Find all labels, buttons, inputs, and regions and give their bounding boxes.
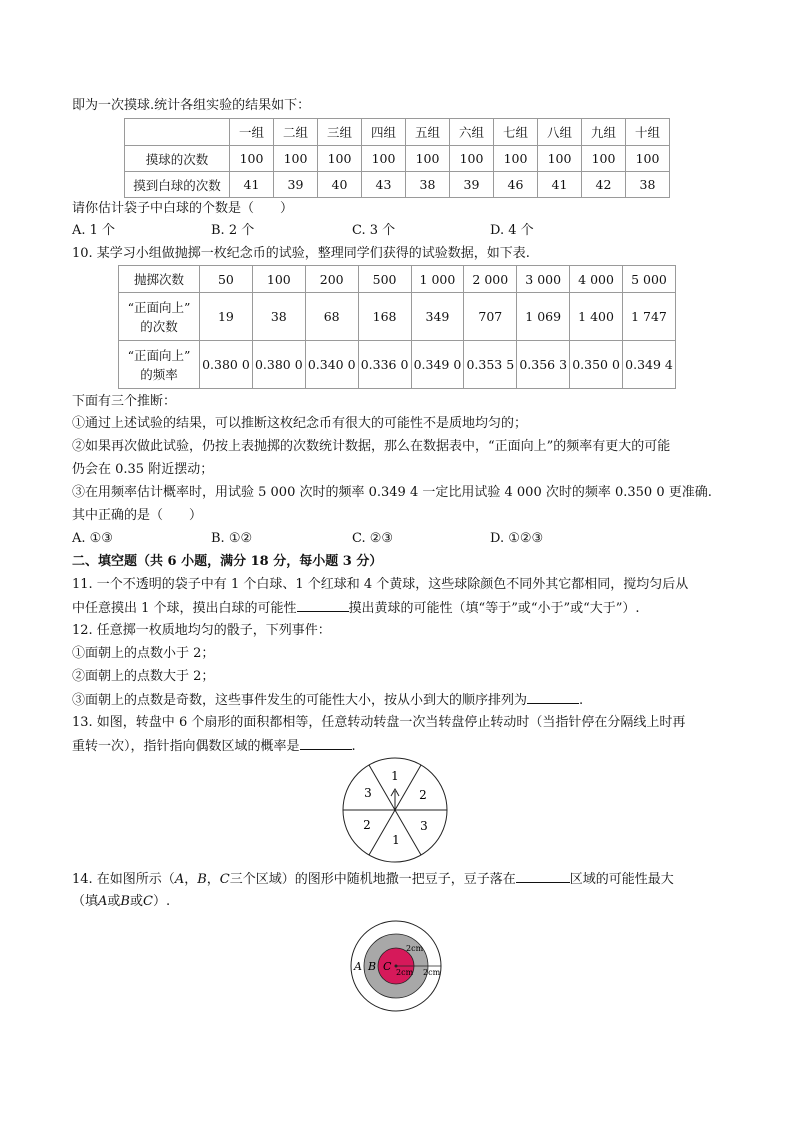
q10-option-d: D. ①②③ xyxy=(490,531,544,546)
spinner-figure xyxy=(340,755,450,865)
dimension-label: 2cm xyxy=(423,968,441,977)
q14-line-1 xyxy=(72,870,674,889)
q12-event-2: ②面朝上的点数大于 2； xyxy=(72,669,215,684)
q14-text: 区域的可能性最大 xyxy=(569,872,674,887)
q14-text: 或 xyxy=(107,894,121,909)
section-heading: 二、填空题（共 6 小题，满分 18 分，每小题 3 分） xyxy=(72,554,383,569)
table-cell: 1 747 xyxy=(623,293,676,341)
inference-1: ①通过上述试验的结果，可以推断这枚纪念币有很大的可能性不是质地均匀的； xyxy=(72,416,528,431)
row-label-line: “正面向上” xyxy=(127,299,191,315)
q11-line-2 xyxy=(72,599,640,618)
table-row xyxy=(125,172,670,198)
q13-line-1: 13. 如图，转盘中 6 个扇形的面积都相等，任意转动转盘一次当转盘停止转动时（当指针停在分隔线上时再 xyxy=(72,715,686,730)
table-cell: 一组 xyxy=(230,119,274,146)
table-cell: 0.380 0 xyxy=(200,341,253,389)
q13-text: . xyxy=(351,739,356,754)
q14-text: ）. xyxy=(152,894,171,909)
table-cell: 摸到白球的次数 xyxy=(125,172,230,198)
table-cell: 46 xyxy=(494,172,538,198)
label-a: A xyxy=(354,960,362,973)
table-cell: 39 xyxy=(450,172,494,198)
table-coin-toss xyxy=(118,265,676,389)
table-cell: 摸球的次数 xyxy=(125,146,230,172)
table-cell: 39 xyxy=(274,172,318,198)
table-cell: 1 400 xyxy=(570,293,623,341)
q14-text: ， xyxy=(184,872,198,887)
q14-text: ， xyxy=(206,872,220,887)
table-cell: 1 000 xyxy=(411,266,464,293)
q11-text: 摸出黄球的可能性（填“等于”或“小于”或“大于”）. xyxy=(348,601,640,616)
answer-blank xyxy=(527,691,579,704)
table-cell: 100 xyxy=(362,146,406,172)
table-cell: 41 xyxy=(538,172,582,198)
divider-line xyxy=(395,765,421,810)
table-cell: 十组 xyxy=(626,119,670,146)
row-label-line: 的频率 xyxy=(140,366,178,382)
q13-text: 重转一次），指针指向偶数区域的概率是 xyxy=(72,739,300,754)
var-b: B xyxy=(197,872,207,887)
table-cell: 1 069 xyxy=(517,293,570,341)
table-cell: 5 000 xyxy=(623,266,676,293)
var-a: A xyxy=(98,894,108,909)
table-cell: 168 xyxy=(358,293,411,341)
table-cell: 100 xyxy=(230,146,274,172)
table-cell: 0.336 0 xyxy=(358,341,411,389)
q12-event-1: ①面朝上的点数小于 2； xyxy=(72,646,215,661)
table-cell: 五组 xyxy=(406,119,450,146)
table-cell: 3 000 xyxy=(517,266,570,293)
var-c: C xyxy=(143,894,153,909)
table-cell: 68 xyxy=(305,293,358,341)
q13-line-2 xyxy=(72,737,356,756)
table-cell: 100 xyxy=(450,146,494,172)
var-a: A xyxy=(174,872,185,887)
table-cell: 八组 xyxy=(538,119,582,146)
table-cell xyxy=(119,293,200,341)
divider-line xyxy=(369,810,395,855)
table-cell: 4 000 xyxy=(570,266,623,293)
table-cell: 100 xyxy=(582,146,626,172)
answer-blank xyxy=(300,737,352,750)
table-row xyxy=(119,266,676,293)
table-cell: 19 xyxy=(200,293,253,341)
sector-label: 1 xyxy=(392,833,400,847)
table-cell: 0.340 0 xyxy=(305,341,358,389)
q10-ask: 其中正确的是（ ） xyxy=(72,508,203,523)
q11-text: 中任意摸出 1 个球，摸出白球的可能性 xyxy=(72,601,297,616)
q12-text: . xyxy=(579,693,584,708)
table-cell: 0.353 5 xyxy=(464,341,517,389)
inference-3: ③在用频率估计概率时，用试验 5 000 次时的频率 0.349 4 一定比用试验 4 000 次时的频率 0.350 0 更准确. xyxy=(72,485,712,500)
table-cell: 100 xyxy=(626,146,670,172)
q9-option-c: C. 3 个 xyxy=(352,223,396,238)
q14-text: （填 xyxy=(72,894,99,909)
table-cell: 100 xyxy=(274,146,318,172)
table-cell: 抛掷次数 xyxy=(119,266,200,293)
table-cell: 100 xyxy=(318,146,362,172)
table-cell: 2 000 xyxy=(464,266,517,293)
table-cell: 38 xyxy=(252,293,305,341)
q10-option-c: C. ②③ xyxy=(352,531,394,546)
table-cell: 40 xyxy=(318,172,362,198)
q11-line-1: 11. 一个不透明的袋子中有 1 个白球、1 个红球和 4 个黄球，这些球除颜色不同外其它都相同，搅均匀后从 xyxy=(72,577,689,592)
table-cell: 三组 xyxy=(318,119,362,146)
table-cell: 707 xyxy=(464,293,517,341)
table-cell: 0.356 3 xyxy=(517,341,570,389)
table-cell: 100 xyxy=(406,146,450,172)
table-cell: 100 xyxy=(494,146,538,172)
q10-option-b: B. ①② xyxy=(211,531,253,546)
table-cell: 50 xyxy=(200,266,253,293)
sector-label: 2 xyxy=(419,788,427,802)
sector-label: 2 xyxy=(363,818,371,832)
row-label-line: “正面向上” xyxy=(127,347,191,363)
label-c: C xyxy=(383,960,392,973)
table-header-row xyxy=(125,119,670,146)
q14-line-2 xyxy=(72,893,170,911)
target-figure xyxy=(340,913,450,1018)
q10-option-a: A. ①③ xyxy=(72,531,113,546)
q14-text: 或 xyxy=(129,894,143,909)
table-cell: 100 xyxy=(252,266,305,293)
q9-option-a: A. 1 个 xyxy=(72,223,116,238)
inference-2: ②如果再次做此试验，仍按上表抛掷的次数统计数据，那么在数据表中，“正面向上”的频率有更大的可能 xyxy=(72,439,671,454)
table-cell: 二组 xyxy=(274,119,318,146)
sector-label: 3 xyxy=(420,819,428,833)
table-cell: 六组 xyxy=(450,119,494,146)
q12-event-3 xyxy=(72,691,583,710)
table-cell: 0.349 0 xyxy=(411,341,464,389)
table-row xyxy=(119,341,676,389)
table-cell: 38 xyxy=(406,172,450,198)
table-cell: 349 xyxy=(411,293,464,341)
table-cell xyxy=(125,119,230,146)
table-cell: 0.350 0 xyxy=(570,341,623,389)
inference-2-cont: 仍会在 0.35 附近摆动； xyxy=(72,462,214,477)
sector-label: 3 xyxy=(364,786,372,800)
table-cell: 0.380 0 xyxy=(252,341,305,389)
table-cell: 0.349 4 xyxy=(623,341,676,389)
var-b: B xyxy=(120,894,130,909)
q10-stem: 10. 某学习小组做抛掷一枚纪念币的试验，整理同学们获得的试验数据，如下表. xyxy=(72,246,530,261)
table-ball-experiment xyxy=(124,118,670,198)
sector-label: 1 xyxy=(391,769,399,783)
table-cell: 43 xyxy=(362,172,406,198)
q14-text: 14. 在如图所示（ xyxy=(72,872,175,887)
inferences-intro: 下面有三个推断： xyxy=(72,394,177,409)
answer-blank xyxy=(297,599,349,612)
table-cell: 100 xyxy=(538,146,582,172)
intro-line: 即为一次摸球.统计各组实验的结果如下： xyxy=(72,98,311,113)
table-cell: 500 xyxy=(358,266,411,293)
table-cell: 九组 xyxy=(582,119,626,146)
dimension-label: 2cm xyxy=(396,968,414,977)
table-cell xyxy=(119,341,200,389)
table-cell: 四组 xyxy=(362,119,406,146)
row-label-line: 的次数 xyxy=(140,318,178,334)
table-row xyxy=(119,293,676,341)
table-cell: 42 xyxy=(582,172,626,198)
answer-blank xyxy=(516,870,570,883)
table-row xyxy=(125,146,670,172)
q9-ask: 请你估计袋子中白球的个数是（ ） xyxy=(72,201,294,216)
table-cell: 七组 xyxy=(494,119,538,146)
table-cell: 200 xyxy=(305,266,358,293)
q9-option-d: D. 4 个 xyxy=(490,223,534,238)
q12-stem: 12. 任意掷一枚质地均匀的骰子，下列事件： xyxy=(72,623,331,638)
table-cell: 41 xyxy=(230,172,274,198)
dimension-label: 2cm xyxy=(406,944,424,953)
q9-option-b: B. 2 个 xyxy=(211,223,255,238)
table-cell: 38 xyxy=(626,172,670,198)
var-c: C xyxy=(219,872,230,887)
q12-text: ③面朝上的点数是奇数，这些事件发生的可能性大小，按从小到大的顺序排列为 xyxy=(72,693,528,708)
q14-text: 三个区域）的图形中随机地撒一把豆子，豆子落在 xyxy=(229,872,516,887)
label-b: B xyxy=(368,960,377,973)
